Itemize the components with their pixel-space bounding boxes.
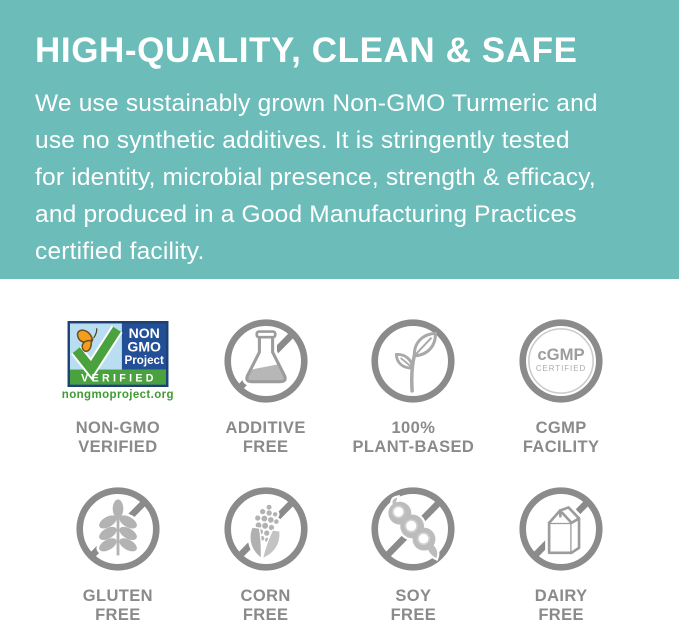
badge-row-2 [44, 483, 635, 625]
corn-no-symbol-icon [222, 485, 310, 573]
hero-description-line: We use sustainably grown Non-GMO Turmeric and [35, 90, 598, 117]
certification-badges-section [0, 279, 679, 625]
hero-description-line: and produced in a Good Manufacturing Practices [35, 201, 577, 228]
flask-no-symbol-icon [222, 317, 310, 405]
hero-description-line: for identity, microbial presence, strength & efficacy, [35, 164, 596, 191]
soy-pod-no-symbol-icon [369, 485, 457, 573]
cgmp-certified-ring-icon [517, 317, 605, 405]
badge-label: GLUTEN FREE [82, 587, 153, 624]
badge-soy-free [340, 483, 488, 625]
cgmp-subtitle-text: CERTIFIED [535, 364, 587, 374]
badge-row-1 [44, 315, 635, 457]
nongmo-word1: NON [128, 324, 160, 341]
badge-label: 100% PLANT-BASED [352, 419, 475, 456]
badge-additive-free [192, 315, 340, 457]
hero-banner [0, 0, 679, 279]
nongmo-url-text: nongmoproject.org [61, 389, 174, 401]
sprout-icon [369, 317, 457, 405]
badge-label: NON-GMO VERIFIED [75, 419, 161, 456]
badge-cgmp-facility [487, 315, 635, 457]
badge-label: CORN FREE [240, 587, 291, 624]
wheat-no-symbol-icon [74, 485, 162, 573]
hero-description-line: certified facility. [35, 238, 205, 265]
badge-label: CGMP FACILITY [522, 419, 600, 456]
badge-gluten-free [44, 483, 192, 625]
nongmo-word3: Project [124, 354, 164, 368]
badge-label: SOY FREE [390, 587, 437, 624]
nongmo-word2: GMO [127, 338, 161, 355]
non-gmo-project-seal-icon [66, 321, 170, 387]
hero-description-line: use no synthetic additives. It is stringently tested [35, 127, 570, 154]
badge-non-gmo-verified [44, 315, 192, 457]
cgmp-title-text: cGMP [537, 345, 585, 365]
badge-label: ADDITIVE FREE [225, 419, 306, 456]
milk-carton-no-symbol-icon [517, 485, 605, 573]
nongmo-banner: VERIFIED [81, 372, 157, 385]
non-gmo-seal-icon [62, 315, 174, 407]
badge-corn-free [192, 483, 340, 625]
hero-description [35, 85, 645, 270]
badge-label: DAIRY FREE [534, 587, 588, 624]
badge-dairy-free [487, 483, 635, 625]
page-title: HIGH-QUALITY, CLEAN & SAFE [35, 31, 578, 70]
badge-plant-based [340, 315, 488, 457]
